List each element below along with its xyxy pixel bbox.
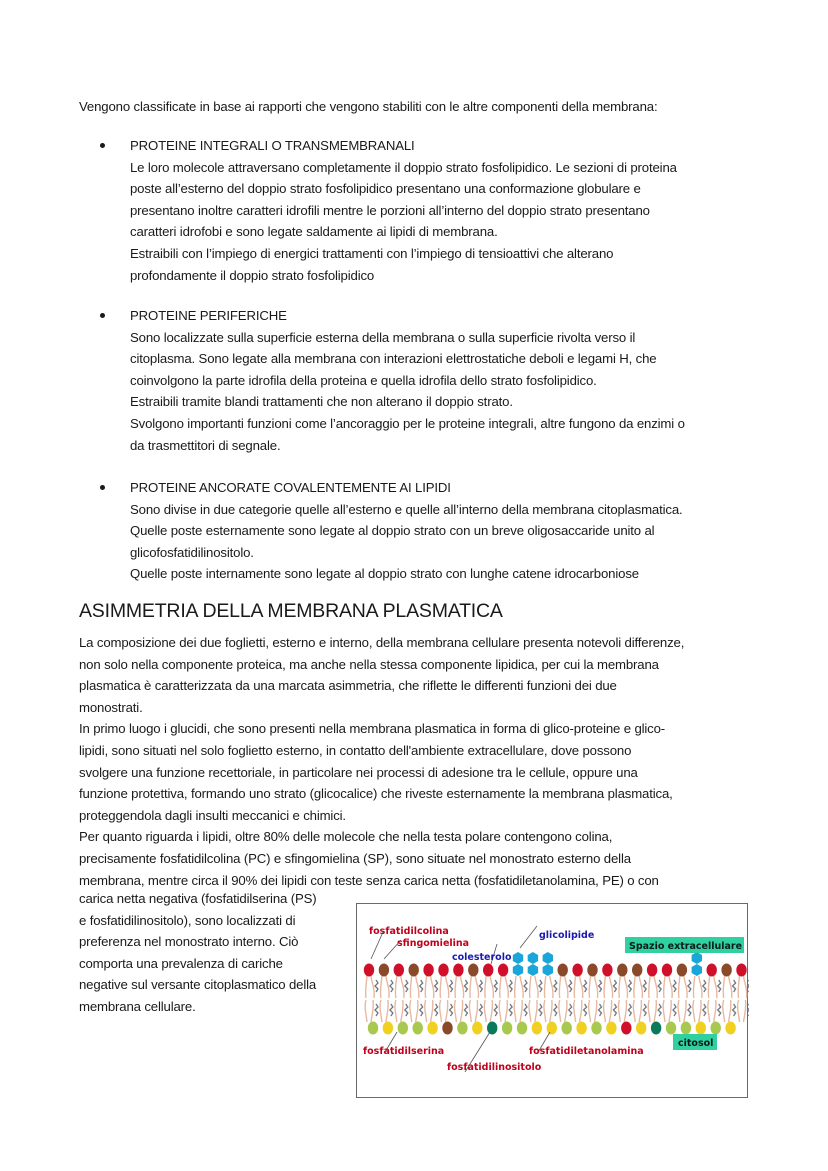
fosfatidilserina-head [517,1022,527,1035]
lipid-tail [744,1000,746,1022]
lipid-tail [395,976,396,998]
lipid-tail [633,1000,635,1022]
cholesterol-molecule [688,1004,691,1016]
lipid-tail [386,976,389,998]
body-line: lipidi, sono situati nel solo foglietto esterno, in contatto dell'ambiente extracellulare, dove possono [79,742,632,758]
cholesterol-molecule [435,980,438,992]
bullet-line: da trasmettitori di segnale. [130,437,281,453]
cholesterol-molecule [390,980,393,992]
cholesterol-molecule [509,1004,512,1016]
cholesterol-molecule [628,1004,631,1016]
lipid-tail [559,976,560,998]
bullet-title: PROTEINE ANCORATE COVALENTEMENTE AI LIPIDI [130,480,451,495]
glicolipide-sugar [543,952,553,964]
lipid-tail [529,1000,531,1022]
intro-paragraph: Vengono classificate in base ai rapporti che vengono stabiliti con le altre componenti della membrana: [79,99,658,114]
cholesterol-molecule [718,1004,721,1016]
lipid-tail [401,1000,403,1022]
lipid-tail [693,1000,695,1022]
bullet-line: caratteri idrofobi e sono legate saldamente ai lipidi di membrana. [130,224,498,240]
lipid-tail [604,1000,606,1022]
body-line: svolgere una funzione recettoriale, in particolare nei processi di adesione tra le cellule, oppure una [79,764,638,780]
glicolipide-sugar [692,952,702,964]
fosfatidilcolina-head [364,964,374,977]
lipid-tail [475,1000,477,1022]
bullet-line: Quelle poste esternamente sono legate al doppio strato con un breve oligosaccaride unito al [130,523,655,539]
body-line: La composizione dei due foglietti, esterno e interno, della membrana cellulare presenta notevoli differenze, [79,635,685,650]
lipid-tail [425,976,426,998]
lipid-tail [380,1000,382,1022]
bullet-line: Le loro molecole attraversano completamente il doppio strato fosfolipidico. Le sezioni di proteina [130,159,677,175]
lipid-tail [469,1000,471,1022]
cholesterol-molecule [703,1004,706,1016]
bullet-icon [100,143,105,148]
lipid-tail [550,1000,552,1022]
membrane-diagram [357,904,749,1099]
leader-line-glyco [520,926,537,948]
lipid-tail [729,1000,731,1022]
cholesterol-molecule [613,1004,616,1016]
bullet-title: PROTEINE INTEGRALI O TRANSMEMBRANALI [130,138,415,153]
lipid-tail [714,976,717,998]
cholesterol-molecule [450,1004,453,1016]
section-side-text [79,888,317,1018]
fosfatidilcolina-head [438,964,448,977]
label-spazio-extracellulare: Spazio extracellulare [629,941,743,952]
lipid-tail [460,976,463,998]
lipid-tail [505,976,508,998]
sfingomielina-head [558,964,568,977]
fosfatidiletanolamina-head [606,1022,616,1035]
lipid-tail [565,976,568,998]
bullet-icon [100,313,105,318]
cholesterol-molecule [673,1004,676,1016]
lipid-tail [595,1000,597,1022]
fosfatidilcolina-head [662,964,672,977]
bullet-line: glicofosfatidilinositolo. [130,544,254,560]
lipid-tail [693,976,694,998]
lipid-tail [550,976,553,998]
lipid-tail [514,1000,516,1022]
lipid-tail [574,1000,576,1022]
bullet-line: profondamente il doppio strato fosfolipidico [130,267,375,283]
cholesterol-molecule [643,980,646,992]
bullet-line: Svolgono importanti funzioni come l’ancoraggio per le proteine integrali, altre fungono da enzimi o [130,415,685,431]
body-line: funzione protettiva, formando uno strato (glicocalice) che riveste esternamente la membrana plasmatica, [79,786,673,802]
cholesterol-molecule [613,980,616,992]
lipid-tail [535,1000,537,1022]
fosfatidilserina-head [681,1022,691,1035]
lipid-tail [535,976,538,998]
lipid-tail [505,1000,507,1022]
lipid-tail [708,976,709,998]
cholesterol-molecule [569,1004,572,1016]
cholesterol-molecule [479,980,482,992]
body-line: preferenza nel monostrato interno. Ciò [79,934,299,950]
cholesterol-molecule [584,1004,587,1016]
sfingomielina-head [617,964,627,977]
cholesterol-molecule [405,1004,408,1016]
lipid-tail [460,1000,462,1022]
section-body [79,632,684,891]
label-fosfatidilcolina: fosfatidilcolina [369,926,449,937]
cholesterol-molecule [375,1004,378,1016]
lipid-tail [609,1000,611,1022]
label-fosfatidiletanolamina: fosfatidiletanolamina [529,1046,644,1057]
membrane-asymmetry-figure [356,903,748,1098]
cholesterol-molecule [390,1004,393,1016]
lipid-tail [395,1000,397,1022]
cholesterol-molecule [658,1004,661,1016]
lipid-tail [738,1000,740,1022]
lipid-tail [490,976,493,998]
fosfatidilcolina-head [394,964,404,977]
cholesterol-molecule [733,980,736,992]
lipid-tail [401,976,404,998]
lipid-tail [485,976,486,998]
lipid-tail [618,1000,620,1022]
body-line: e fosfatidilinositolo), sono localizzati di [79,912,296,928]
fosfatidilserina-head [666,1022,676,1035]
body-line: carica netta negativa (fosfatidilserina (PS) [79,891,317,906]
cholesterol-molecule [688,980,691,992]
fosfatidiletanolamina-head [427,1022,437,1035]
fosfatidilinositolo-head [651,1022,661,1035]
cholesterol-molecule [673,980,676,992]
fosfatidilcolina-head [707,964,717,977]
sfingomielina-head [409,964,419,977]
cholesterol-molecule [405,980,408,992]
lipid-tail [410,1000,412,1022]
lipid-tail [410,976,411,998]
fosfatidiletanolamina-head [547,1022,557,1035]
fosfatidiletanolamina-head [472,1022,482,1035]
fosfatidiletanolamina-head [725,1022,735,1035]
fosfatidilserina-head [398,1022,408,1035]
lipid-tail [574,976,575,998]
lipid-tail [544,976,545,998]
lipid-tail [499,1000,501,1022]
lipid-tail [639,1000,641,1022]
lipid-tail [639,976,642,998]
fosfatidiletanolamina-head [532,1022,542,1035]
cholesterol-molecule [479,1004,482,1016]
lipid-tail [708,1000,710,1022]
label-fosfatidilinositolo: fosfatidilinositolo [447,1062,542,1073]
lipid-tail [678,1000,680,1022]
bullet-icon [100,485,105,490]
fosfatidilcolina-head [647,964,657,977]
bullet-line: Estraibili con l’impiego di energici trattamenti con l’impiego di tensioattivi che alterano [130,245,614,261]
lipid-tail [520,976,523,998]
fosfatidilserina-head [562,1022,572,1035]
sfingomielina-head [677,964,687,977]
cholesterol-molecule [509,980,512,992]
lipid-tail [738,976,739,998]
fosfatidiletanolamina-head [383,1022,393,1035]
label-glicolipide: glicolipide [539,930,595,941]
cholesterol-molecule [420,1004,423,1016]
fosfatidiletanolamina-head [636,1022,646,1035]
body-line: comporta una prevalenza di cariche [79,955,283,971]
cholesterol-molecule [599,980,602,992]
bullet-title: PROTEINE PERIFERICHE [130,308,287,323]
bullet-line: presentano inoltre caratteri idrofili mentre le porzioni all’interno del doppio strato presentano [130,202,650,218]
section-heading: ASIMMETRIA DELLA MEMBRANA PLASMATICA [79,600,503,622]
lipid-tail [380,976,381,998]
sfingomielina-head [379,964,389,977]
fosfatidilserina-head [368,1022,378,1035]
lipid-tail [425,1000,427,1022]
bullet-line: coinvolgono la parte idrofila della proteina e quella idrofila dello strato fosfolipidico. [130,372,597,388]
lipid-tail [440,976,441,998]
lipid-tail [520,1000,522,1022]
lipid-tail [565,1000,567,1022]
cholesterol-molecule [569,980,572,992]
fosfatidilcolina-head [423,964,433,977]
cholesterol-molecule [554,980,557,992]
fosfatidilcolina-head [602,964,612,977]
bullet-line: poste all’esterno del doppio strato fosfolipidico presentano una conformazione globulare e [130,181,641,197]
fosfatidilcolina-head [453,964,463,977]
lipid-tail [580,1000,582,1022]
lipid-tail [595,976,598,998]
cholesterol-molecule [584,980,587,992]
lipid-tails [365,976,749,1022]
lipid-tail [440,1000,442,1022]
cholesterol-molecule [643,1004,646,1016]
cholesterol-molecule [464,1004,467,1016]
lipid-tail [500,976,501,998]
lipid-tail [470,976,471,998]
lipid-tail [654,976,657,998]
lipid-tail [699,976,702,998]
cholesterol-molecule [554,1004,557,1016]
body-line: monostrati. [79,699,143,715]
cholesterol-molecule [658,980,661,992]
cholesterol-molecule [628,980,631,992]
lipid-tail [589,976,590,998]
cholesterol-molecule [420,980,423,992]
lipid-tail [654,1000,656,1022]
glicolipide-head [513,964,523,976]
lipid-tail [648,1000,650,1022]
lipid-tail [664,976,665,998]
cholesterol-molecule [450,980,453,992]
sfingomielina-head [721,964,731,977]
cholesterol-molecule [464,980,467,992]
lipid-tail [684,976,687,998]
lipid-tail [455,1000,457,1022]
glicolipide-sugar [513,952,523,964]
fosfatidiletanolamina-head [696,1022,706,1035]
fosfatidilcolina-head [483,964,493,977]
lipid-tail [544,1000,546,1022]
lipid-tail [729,976,732,998]
cholesterol-molecule [748,980,750,992]
lipid-tail [559,1000,561,1022]
lipid-tail [624,1000,626,1022]
sfingomielina-head [587,964,597,977]
body-line: membrana cellulare. [79,998,196,1014]
lipid-tail [431,976,434,998]
body-line: negative sul versante citoplasmatico della [79,977,317,993]
label-colesterolo: colesterolo [452,952,512,963]
cholesterol-molecule [524,980,527,992]
cholesterol-molecule [733,1004,736,1016]
lipid-tail [714,1000,716,1022]
glicolipide-head [692,964,702,976]
bullet-line: Estraibili tramite blandi trattamenti che non alterano il doppio strato. [130,394,513,410]
lipid-tail [446,976,449,998]
lipid-tail [365,1000,367,1022]
lipid-tail [386,1000,388,1022]
lipid-tail [366,976,367,998]
lipid-heads [364,952,747,1035]
fosfatidilcolina-head [498,964,508,977]
cholesterol-molecule [494,1004,497,1016]
body-line: proteggendola dagli insulti meccanici e chimici. [79,807,346,823]
lipid-tail [619,976,620,998]
cholesterol-molecule [539,1004,542,1016]
lipid-tail [669,976,672,998]
lipid-tail [431,1000,433,1022]
lipid-tail [624,976,627,998]
lipid-tail [634,976,635,998]
fosfatidilserina-head [457,1022,467,1035]
cholesterol-molecule [539,980,542,992]
lipid-tail [684,1000,686,1022]
lipid-tail [663,1000,665,1022]
bullet-line: citoplasma. Sono legate alla membrana con interazioni elettrostatiche deboli e legami H, che [130,351,657,367]
lipid-tail [529,976,530,998]
cholesterol-molecule [494,980,497,992]
lipid-tail [604,976,605,998]
glicolipide-head [543,964,553,976]
lipid-tail [490,1000,492,1022]
cholesterol-molecule [524,1004,527,1016]
body-line: precisamente fosfatidilcolina (PC) e sfingomielina (SP), sono situate nel monostrato esterno della [79,850,631,866]
lipid-tail [744,976,747,998]
glicolipide-head [528,964,538,976]
lipid-tail [678,976,679,998]
cholesterol-molecule [718,980,721,992]
fosfatidilcolina-head [572,964,582,977]
bullet-line: Quelle poste internamente sono legate al doppio strato con lunghe catene idrocarboniose [130,566,639,582]
sfingomielina-head [468,964,478,977]
cholesterol-molecule [599,1004,602,1016]
lipid-tail [580,976,583,998]
lipid-tail [669,1000,671,1022]
fosfatidilserina-head [413,1022,423,1035]
body-line: plasmatica è caratterizzata da una marcata asimmetria, che riflette le differenti funzioni dei due [79,678,617,694]
lipid-tail [515,976,516,998]
lipid-tail [589,1000,591,1022]
label-citosol: citosol [678,1038,714,1049]
fosfatidilserina-head [711,1022,721,1035]
lipid-tail [455,976,456,998]
bullet-line: Sono localizzate sulla superficie esterna della membrana o sulla superficie rivolta verso il [130,329,636,345]
cholesterol-molecule [435,1004,438,1016]
fosfatidilinositolo-head [487,1022,497,1035]
lipid-tail [699,1000,701,1022]
body-line: In primo luogo i glucidi, che sono presenti nella membrana plasmatica in forma di glico-proteine e glico- [79,721,666,737]
sfingomielina-head [632,964,642,977]
fosfatidilserina-head [591,1022,601,1035]
label-sfingomielina: sfingomielina [397,938,470,949]
lipid-tail [371,976,374,998]
fosfatidiletanolamina-head [576,1022,586,1035]
lipid-tail [416,976,419,998]
lipid-tail [723,1000,725,1022]
cholesterol-molecule [703,980,706,992]
cholesterol-molecule [375,980,378,992]
fosfatidilserina-head [502,1022,512,1035]
lipid-tail [416,1000,418,1022]
fosfatidilcolina-head [621,1022,631,1035]
lipid-tail [609,976,612,998]
lipid-tail [484,1000,486,1022]
label-fosfatidilserina: fosfatidilserina [363,1046,445,1057]
lipid-tail [446,1000,448,1022]
sfingomielina-head [442,1022,452,1035]
body-line: membrana, mentre circa il 90% dei lipidi con teste senza carica netta (fosfatidiletanolamina, PE) o con [79,872,659,888]
bullet-line: Sono divise in due categorie quelle all’esterno e quelle all’interno della membrana citoplasmatica. [130,501,683,517]
lipid-tail [475,976,478,998]
body-line: Per quanto riguarda i lipidi, oltre 80% delle molecole che nella testa polare contengono colina, [79,829,613,845]
lipid-tail [723,976,724,998]
body-line: non solo nella componente proteica, ma anche nella stessa componente lipidica, per cui la membrana [79,656,659,672]
lipid-tail [371,1000,373,1022]
cholesterol-molecule [748,1004,750,1016]
fosfatidilcolina-head [736,964,746,977]
glicolipide-sugar [528,952,538,964]
lipid-tail [649,976,650,998]
